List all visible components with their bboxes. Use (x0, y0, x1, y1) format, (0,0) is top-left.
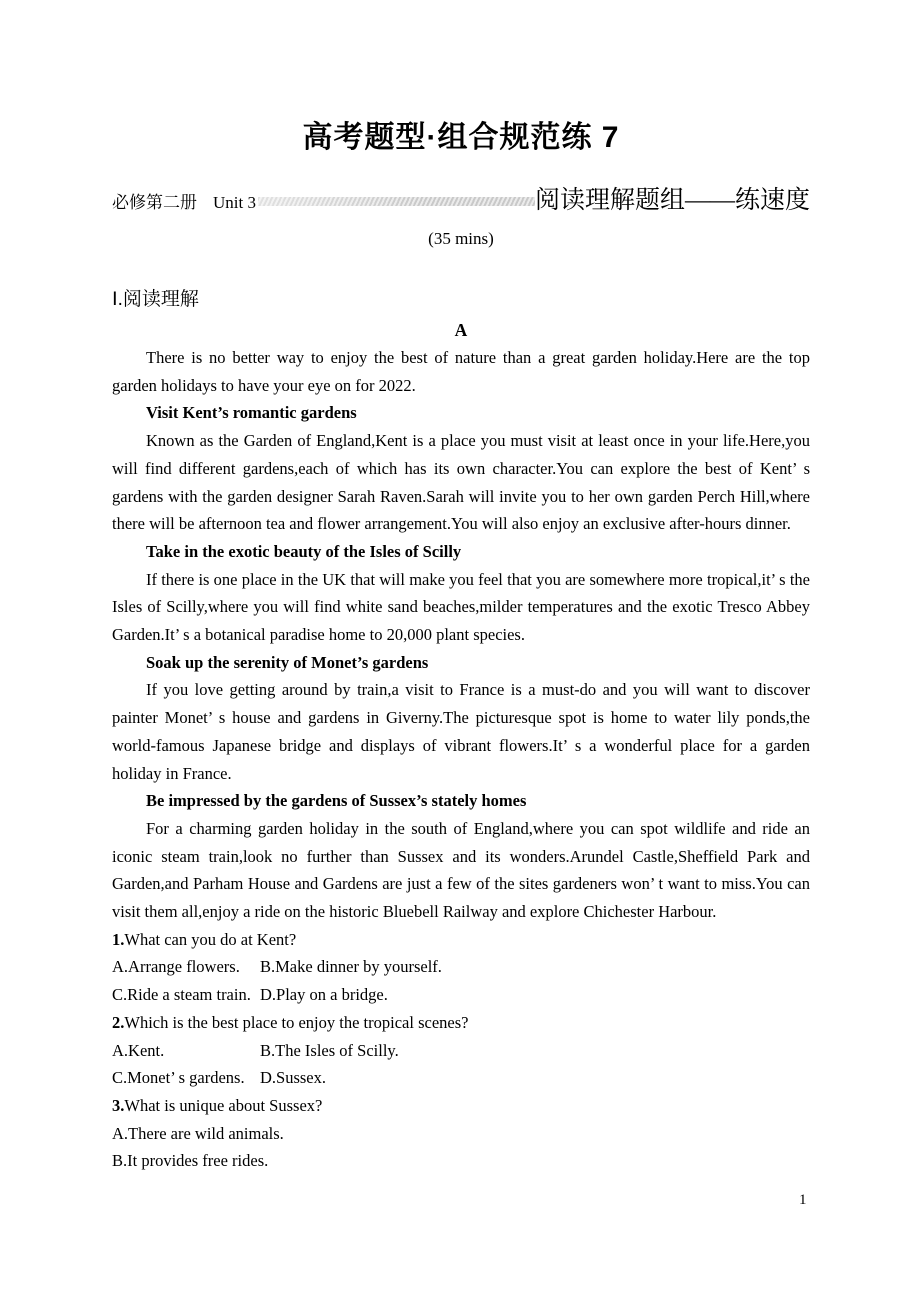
passage-subheading: Be impressed by the gardens of Sussex’s stately homes (146, 791, 527, 811)
passage-subheading: Visit Kent’s romantic gardens (146, 403, 357, 423)
passage-paragraph: If there is one place in the UK that will make you feel that you are somewhere more tropical,it’ s the Isles of Scilly,where you will find white sand beaches,milder temperatures and the exotic Tresco Abbey Garden.It’ s a botanical paradise home to 20,000 plant species. (112, 569, 810, 645)
option-row (112, 981, 810, 1009)
question-number: 3. (112, 1095, 125, 1115)
duration-label: (35 mins) (428, 229, 494, 248)
question-stem-line (112, 1009, 810, 1037)
passage-label: A (454, 320, 468, 340)
question-number: 2. (112, 1012, 125, 1032)
option-row (112, 1037, 810, 1065)
passage-paragraph: If you love getting around by train,a visit to France is a must-do and you will want to discover painter Monet’ s house and gardens in Giverny.The picturesque spot is home to water lily ponds,the world-famous Japanese bridge and displays of vibrant flowers.It’ s a wonderful place for a garden holiday in France. (112, 680, 810, 783)
question-stem: Which is the best place to enjoy the tropical scenes? (124, 1012, 469, 1032)
question-stem: What is unique about Sussex? (124, 1095, 323, 1115)
page-number: 1 (799, 1192, 807, 1208)
passage-paragraph: Known as the Garden of England,Kent is a place you must visit at least once in your life.Here,you will find different gardens,each of which has its own character.You can explore the best of Kent’ s gardens with the garden designer Sarah Raven.Sarah will invite you to her own garden Perch Hill,where there will be afternoon tea and flower arrangement.You will also enjoy an exclusive after-hours dinner. (112, 431, 810, 534)
option: A.Arrange flowers. (112, 957, 240, 977)
option: A.There are wild animals. (112, 1123, 284, 1143)
option: A.Kent. (112, 1040, 165, 1060)
passage-subheading: Soak up the serenity of Monet’s gardens (146, 652, 429, 672)
option: B.The Isles of Scilly. (260, 1040, 399, 1060)
header-section-title: 阅读理解题组——练速度 (534, 187, 810, 214)
question-stem-line (112, 1092, 810, 1120)
option-row (112, 953, 810, 981)
passage-subheading: Take in the exotic beauty of the Isles of Scilly (146, 541, 462, 561)
option: D.Play on a bridge. (260, 985, 388, 1005)
option: D.Sussex. (260, 1068, 327, 1088)
option-row (112, 1120, 810, 1148)
header-divider-rule (258, 197, 535, 206)
header-rule-row (112, 186, 810, 216)
option: C.Ride a steam train. (112, 985, 251, 1005)
passage-paragraph: For a charming garden holiday in the south of England,where you can spot wildlife and ride an iconic steam train,look no further than Sussex and its wonders.Arundel Castle,Sheffield Park and Garden,and Parham House and Gardens are just a few of the sites gardeners won’ t want to miss.You can visit them all,enjoy a ride on the historic Bluebell Railway and explore Chichester Harbour. (112, 818, 810, 922)
option-row (112, 1147, 810, 1175)
header-unit-label: Unit 3 (213, 193, 256, 212)
option-row (112, 1064, 810, 1092)
passage-intro: There is no better way to enjoy the best of nature than a great garden holiday.Here are the top garden holidays to have your eye on for 2022. (112, 348, 810, 395)
question-stem-line (112, 926, 810, 954)
part-heading: Ⅰ.阅读理解 (112, 289, 199, 310)
header-book-label: 必修第二册 (112, 193, 197, 212)
doc-title: 高考题型·组合规范练 7 (302, 121, 620, 154)
option: C.Monet’ s gardens. (112, 1068, 245, 1088)
question-number: 1. (112, 929, 125, 949)
question-stem: What can you do at Kent? (124, 929, 297, 949)
option: B.It provides free rides. (112, 1151, 269, 1171)
option: B.Make dinner by yourself. (260, 957, 442, 977)
